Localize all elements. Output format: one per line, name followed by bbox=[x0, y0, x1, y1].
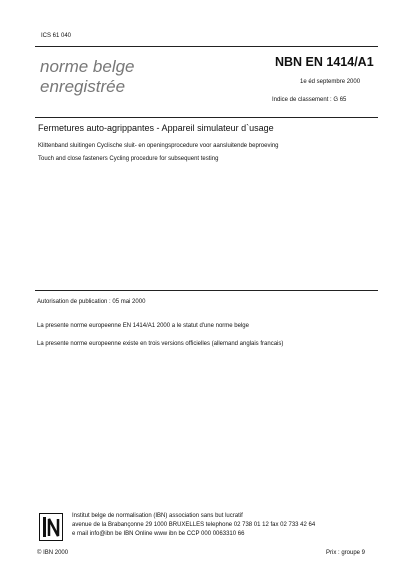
edition-date: 1e éd septembre 2000 bbox=[300, 79, 361, 85]
ics-code: ICS 61 040 bbox=[41, 33, 72, 39]
norme-belge-line2: enregistrée bbox=[40, 77, 126, 96]
title-fr: Fermetures auto-agrippantes - Appareil simulateur d`usage bbox=[38, 123, 274, 133]
ibn-logo-mark bbox=[40, 514, 62, 540]
institute-line: Institut belge de normalisation (IBN) association sans but lucratif bbox=[72, 513, 243, 519]
title-nl: Klittenband sluitingen Cyclische sluit- en openingsprocedure voor aansluitende beproeving bbox=[38, 143, 279, 149]
ibn-logo-icon bbox=[39, 513, 63, 541]
copyright: © IBN 2000 bbox=[37, 550, 69, 556]
standard-code: NBN EN 1414/A1 bbox=[275, 55, 374, 69]
contact-line: e mail info@ibn be IBN Online www ibn be CCP 000 0063310 66 bbox=[72, 531, 245, 537]
divider-title bbox=[35, 117, 378, 118]
norme-belge-line1: norme belge bbox=[40, 57, 135, 76]
classement-index: Indice de classement : G 65 bbox=[272, 97, 347, 103]
divider-top bbox=[35, 46, 378, 47]
price-group: Prix : groupe 9 bbox=[326, 550, 366, 556]
divider-publication bbox=[35, 290, 378, 291]
versions-note: La presente norme europeenne existe en trois versions officielles (allemand anglais francais) bbox=[37, 341, 284, 347]
status-note: La presente norme europeenne EN 1414/A1 2000 a le statut d'une norme belge bbox=[37, 323, 249, 329]
address-line: avenue de la Brabançonne 29 1000 BRUXELLES telephone 02 738 01 12 fax 02 733 42 64 bbox=[72, 522, 316, 528]
title-en: Touch and close fasteners Cycling procedure for subsequent testing bbox=[38, 156, 219, 162]
publication-authorization: Autorisation de publication : 05 mai 2000 bbox=[37, 299, 146, 305]
